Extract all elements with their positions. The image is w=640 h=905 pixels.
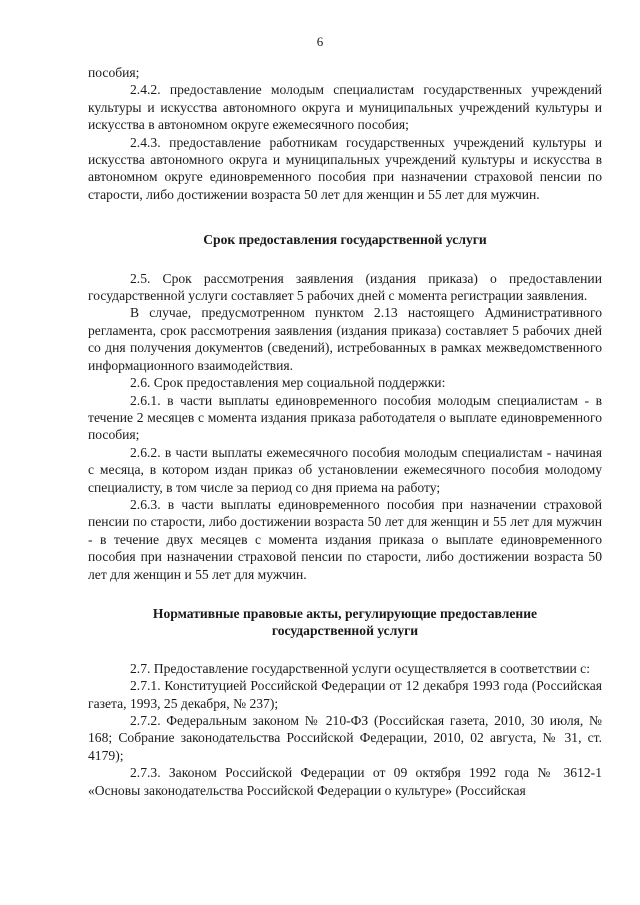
paragraph-2-6-3: 2.6.3. в части выплаты единовременного пособия при назначении страховой пенсии по старости, либо достижении возраста 50 лет для женщин и 55 лет для мужчин - в течение двух месяцев с момента издания приказа о выплате единовременного пособия при назначении страховой пенсии по старости, либо достижении возраста 50 лет для женщин и 55 лет для мужчин. [88, 496, 602, 582]
paragraph-continuation: пособия; [88, 65, 140, 80]
paragraph-2-7-1: 2.7.1. Конституцией Российской Федерации от 12 декабря 1993 года (Российская газета, 1993, 25 декабря, № 237); [88, 678, 602, 711]
paragraph-2-6-2: 2.6.2. в части выплаты ежемесячного пособия молодым специалистам - начиная с месяца, в котором издан приказ об установлении ежемесячного пособия молодому специалисту, в том числе за период со дня приема на работу; [88, 444, 602, 495]
page-number: 6 [316, 34, 324, 49]
section-heading-term: Срок предоставления государственной услуги [203, 232, 487, 248]
section-heading-legal-acts-line2: государственной услуги [271, 623, 419, 639]
paragraph-2-6-1: 2.6.1. в части выплаты единовременного пособия молодым специалистам - в течение 2 месяцев с момента издания приказа работодателя о выплате единовременного пособия; [88, 392, 602, 443]
paragraph-2-5-exception: В случае, предусмотренном пунктом 2.13 настоящего Административного регламента, срок рассмотрения заявления (издания приказа) составляет 5 рабочих дней со дня получения документов (сведений), истребованных в рамках межведомственного информационного взаимодействия. [88, 305, 602, 373]
paragraph-2-7-2: 2.7.2. Федеральным законом № 210-ФЗ (Российская газета, 2010, 30 июля, № 168; Собрание законодательства Российской Федерации, 2010, 02 августа, № 31, ст. 4179); [88, 713, 602, 763]
paragraph-2-5: 2.5. Срок рассмотрения заявления (издания приказа) о предоставлении государственной услуги составляет 5 рабочих дней с момента регистрации заявления. [88, 270, 602, 304]
section-heading-legal-acts-line1: Нормативные правовые акты, регулирующие предоставление [152, 605, 538, 621]
paragraph-2-7: 2.7. Предоставление государственной услуги осуществляется в соответствии с: [130, 660, 590, 676]
document-body [88, 64, 602, 799]
paragraph-2-7-3: 2.7.3. Законом Российской Федерации от 09 октября 1992 года № 3612-1 «Основы законодательства Российской Федерации о культуре» (Российская [88, 765, 602, 798]
paragraph-2-4-3: 2.4.3. предоставление работникам государственных учреждений культуры и искусства автономного округа и муниципальных учреждений культуры и искусства в автономном округе единовременного пособия при назначении страховой пенсии по старости, либо достижении возраста 50 лет для женщин и 55 лет для мужчин. [88, 134, 602, 202]
paragraph-2-4-2: 2.4.2. предоставление молодым специалистам государственных учреждений культуры и искусства автономного округа и муниципальных учреждений культуры и искусства в автономном округе ежемесячного пособия; [88, 82, 602, 133]
paragraph-2-6: 2.6. Срок предоставления мер социальной поддержки: [130, 375, 446, 391]
